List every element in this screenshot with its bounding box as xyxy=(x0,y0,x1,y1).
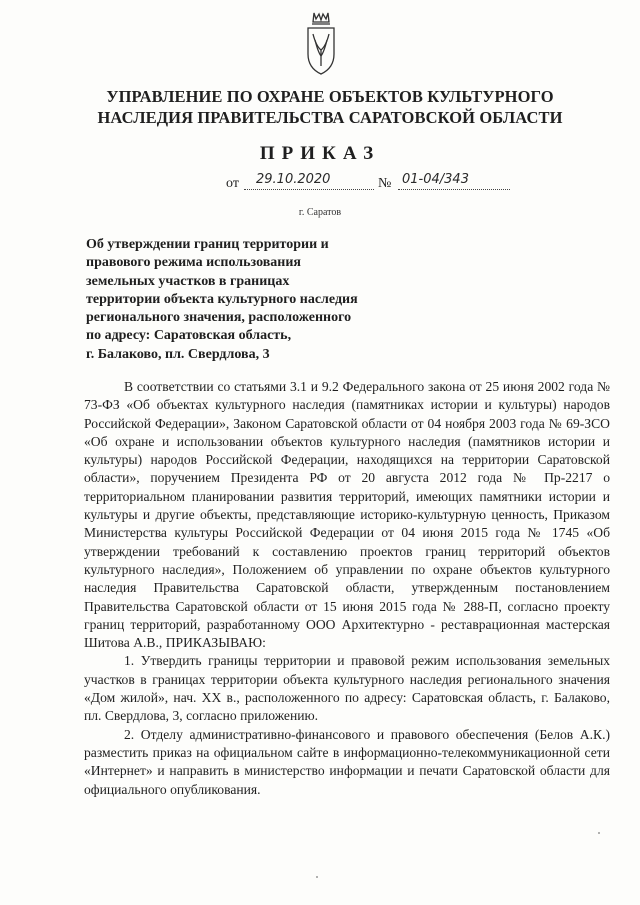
preamble-paragraph: В соответствии со статьями 3.1 и 9.2 Федерального закона от 25 июня 2002 года № 73-ФЗ «Об объектах культурного наследия (памятниках истории и культуры) народов Российской Федерации», Законом Саратовской области от 04 ноября 2003 года № 69-ЗСО «Об охране и использовании объектов культурного наследия (памятников истории и культуры) народов Российской Федерации, находящихся на территории Саратовской области», поручением Президента РФ от 20 августа 2012 года № Пр-2217 о территориальном планировании развития территорий, имеющих памятники истории и культуры и другие объекты, представляющие историко-культурную ценность, Приказом Министерства культуры Российской Федерации от 04 июня 2015 года № 1745 «Об утверждении требований к составлению проектов границ территорий объектов культурного наследия», Положением об управлении по охране объектов культурного наследия Правительства Саратовской области, утвержденным постановлением Правительства Саратовской области от 15 июня 2015 года № 288-П, согласно проекту границ территорий, разработанному ООО Архитектурно - реставрационная мастерская Шитова А.В., ПРИКАЗЫВАЮ: xyxy=(84,379,610,651)
subject-line: правового режима использования xyxy=(86,255,301,271)
city-label: г. Саратов xyxy=(298,207,342,218)
coat-of-arms-icon xyxy=(302,10,340,78)
number-underline xyxy=(398,189,510,190)
subject-line: по адресу: Саратовская область, xyxy=(86,328,292,344)
agency-line-1: УПРАВЛЕНИЕ ПО ОХРАНЕ ОБЪЕКТОВ КУЛЬТУРНОГО xyxy=(106,87,554,106)
order-item-2: 2. Отделу административно-финансового и правового обеспечения (Белов А.К.) разместить приказ на официальном сайте в информационно-телекоммуникационной сети «Интернет» и направить в министерство информации и печати Саратовской области для официального опубликования. xyxy=(84,726,610,797)
date-underline xyxy=(244,189,374,190)
subject-line: Об утверждении границ территории и xyxy=(86,237,329,252)
date-label: от xyxy=(226,176,239,191)
number-label: № xyxy=(378,176,392,191)
agency-line-2: НАСЛЕДИЯ ПРАВИТЕЛЬСТВА САРАТОВСКОЙ ОБЛАСТИ xyxy=(97,108,563,127)
order-body xyxy=(84,378,610,799)
subject-line: земельных участков в границах xyxy=(86,273,290,289)
document-title: ПРИКАЗ xyxy=(259,143,381,164)
agency-name xyxy=(90,86,570,128)
number-value: 01-04/343 xyxy=(402,172,469,187)
subject-line: регионального значения, расположенного xyxy=(86,310,352,326)
subject-line: г. Балаково, пл. Свердлова, 3 xyxy=(86,346,270,362)
order-subject xyxy=(86,236,416,364)
subject-line: территории объекта культурного наследия xyxy=(86,291,358,307)
order-item-1: 1. Утвердить границы территории и правовой режим использования земельных участков в границах территории объекта культурного наследия регионального значения «Дом жилой», нач. XX в., расположенного по адресу: Саратовская область, г. Балаково, пл. Свердлова, 3, согласно приложению. xyxy=(84,653,610,724)
date-value: 29.10.2020 xyxy=(256,172,331,187)
date-number-line xyxy=(226,172,526,196)
scan-speck xyxy=(316,876,318,878)
scan-speck xyxy=(598,832,600,834)
